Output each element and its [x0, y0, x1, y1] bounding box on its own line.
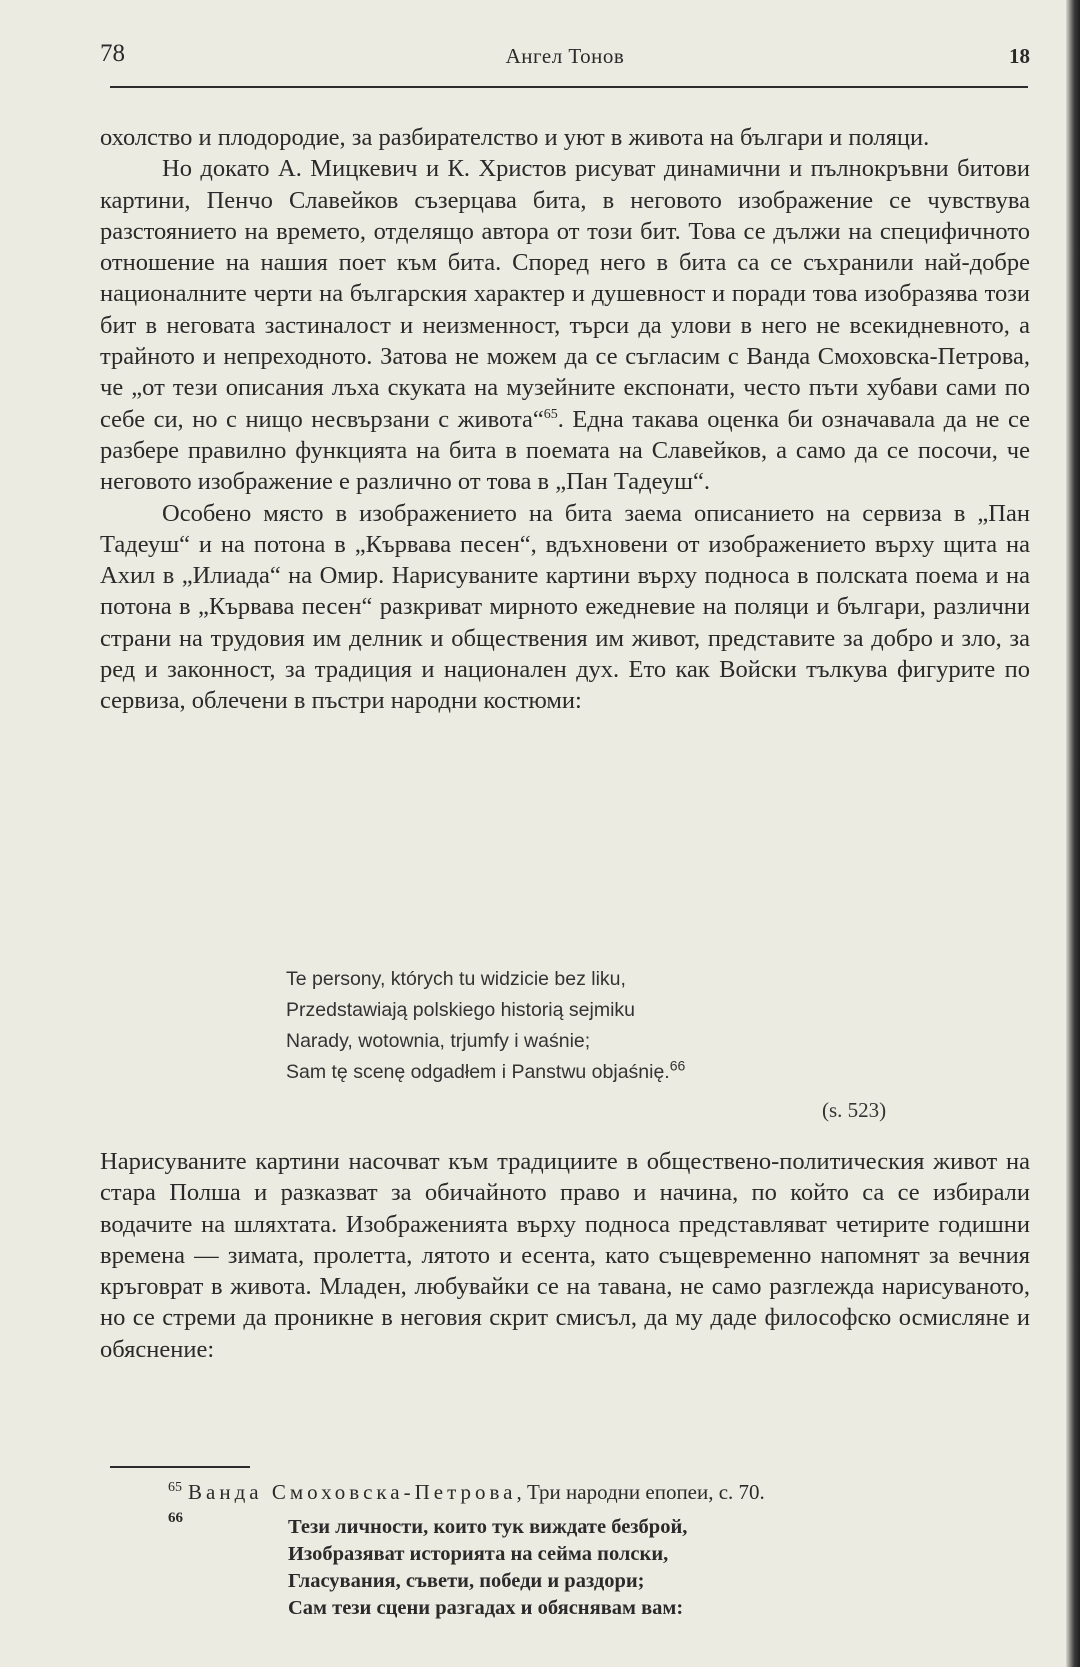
running-title: Ангел Тонов — [505, 44, 625, 68]
verse-reference: (s. 523) — [822, 1098, 887, 1122]
verse-line — [286, 1057, 926, 1088]
verse-line: Narady, wotownia, trjumfy i waśnie; — [286, 1030, 591, 1052]
footnote-65-mark: 65 — [168, 1480, 182, 1495]
footnote-65-text: , Три народни епопеи, с. 70. — [516, 1480, 765, 1504]
polish-verse-quote — [286, 964, 926, 1088]
verse-line-text: Sam tę scenę odgadłem i Panstwu objaśnię. — [286, 1061, 670, 1083]
paragraph-4: Нарисуваните картини насочват към традициите в обществено-политическия живот на стара Полша и разказват за обичайното право и начина, по който са се избирали водачите на шляхтата. Изображенията върху подноса представляват четирите годишни времена — зимата, пролетта, лятото и есента, като същевременно напомнят за вечния кръговрат в живота. Младен, любувайки се на тавана, не само разглежда нарисуваното, но се стреми да проникне в неговия скрит смисъл, да му даде философско осмисляне и обяснение: — [100, 1148, 1030, 1363]
header-rule — [110, 86, 1028, 88]
footnote-66-mark: 66 — [168, 1510, 183, 1526]
footnote-65 — [168, 1480, 998, 1505]
verse-line: Te persony, których tu widzicie bez liku, — [286, 968, 626, 990]
footnote-rule — [110, 1466, 250, 1468]
footnote-66-line: Сам тези сцени разгадах и обяснявам вам: — [288, 1597, 684, 1619]
main-text — [100, 122, 1030, 717]
page-header — [100, 38, 1030, 78]
paragraph-2-text: Но докато А. Мицкевич и К. Христов рисуват динамични и пълнокръвни битови картини, Пенчо Славейков съзерцава бита, в неговото изображение се чувствува разстоянието на времето, отделящо автора от този бит. Това се дължи на специфичното отношение на нашия поет към бита. Според него в бита са се съхранили най-добре националните черти на българския характер и душевност и поради това изобразява този бит в неговата застиналост и неизменност, търси да улови в него не всекидневното, а трайното и непреходното. Затова не можем да се съгласим с Ванда Смоховска-Петрова, че „от тези описания лъха скуката на музейните експонати, често пъти хубави сами по себе си, но с нищо несвързани с живота“ — [100, 155, 1030, 433]
page-number: 78 — [100, 40, 125, 67]
signature-mark: 18 — [1009, 44, 1030, 68]
footnote-66-line: Изобразяват историята на сейма полски, — [288, 1543, 669, 1565]
verse-line: Przedstawiają polskiego historią sejmiku — [286, 999, 635, 1021]
footnote-66-line: Тези личности, които тук виждате безброй, — [288, 1516, 688, 1538]
paragraph-2-text-end: . Една такава оценка би означавала да не се разбере правилно функцията на бита в поемата на Славейков, а само да се посочи, че неговото изображение е различно от това в „Пан Тадеуш“. — [100, 405, 1030, 496]
paragraph-3: Особено място в изображението на бита заема описанието на сервиза в „Пан Тадеуш“ и на потона в „Кървава песен“, вдъхновени от изображението върху щита на Ахил в „Илиада“ на Омир. Нарисуваните картини върху подноса в полската поема и на потона в „Кървава песен“ разкриват мирното ежедневие на поляци и българи, различни страни на трудовия им делник и обществения им живот, представите за добро и зло, за ред и законност, за традиция и национален дух. Ето как Войски тълкува фигурите по сервиза, облечени в пъстри народни костюми: — [100, 499, 1030, 715]
footnote-ref-65: 65 — [543, 406, 558, 422]
footnote-ref-66: 66 — [669, 1057, 686, 1074]
footnote-66 — [288, 1514, 988, 1622]
footnote-66-line: Гласувания, съвети, победи и раздори; — [288, 1570, 645, 1592]
page-edge-shadow — [1066, 0, 1080, 1667]
paragraph-1: охолство и плодородие, за разбирателство и уют в живота на българи и поляци. — [100, 124, 930, 151]
paragraph-2 — [100, 153, 1030, 497]
footnote-65-author: Ванда Смоховска-Петрова — [188, 1480, 517, 1504]
